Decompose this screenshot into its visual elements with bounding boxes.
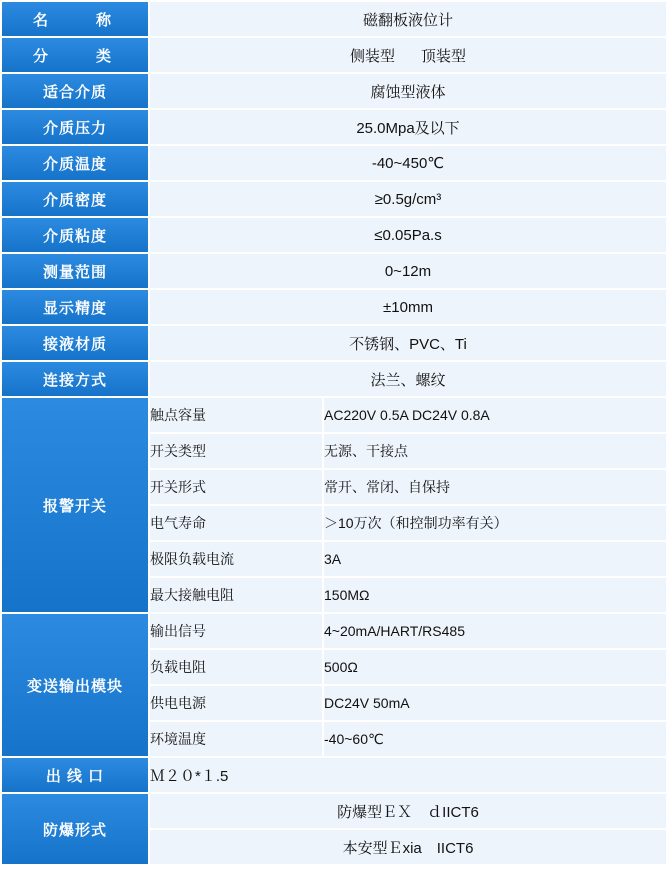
- transmitter-item-name: 供电电源: [150, 686, 322, 720]
- table-row: [2, 614, 666, 648]
- transmitter-item-name: 负载电阻: [150, 650, 322, 684]
- row-value-category: [150, 38, 666, 72]
- row-label-range: 测量范围: [2, 254, 148, 288]
- row-value-medium: 腐蚀型液体: [150, 74, 666, 108]
- table-row: [2, 254, 666, 288]
- row-label-category: 分 类: [2, 38, 148, 72]
- table-row: [2, 74, 666, 108]
- row-label-pressure: 介质压力: [2, 110, 148, 144]
- row-value-temperature: -40~450℃: [150, 146, 666, 180]
- row-label-cable-outlet: 出 线 口: [2, 758, 148, 792]
- row-value-connection: 法兰、螺纹: [150, 362, 666, 396]
- transmitter-item-value: DC24V 50mA: [324, 686, 666, 720]
- table-row: [2, 2, 666, 36]
- row-value-cable-outlet: Ｍ２０*１.5: [150, 758, 666, 792]
- table-row: [2, 362, 666, 396]
- alarm-item-value: AC220V 0.5A DC24V 0.8A: [324, 398, 666, 432]
- table-row: [2, 182, 666, 216]
- group-label-alarm-switch: 报警开关: [2, 398, 148, 612]
- table-row: [2, 794, 666, 828]
- row-value-accuracy: ±10mm: [150, 290, 666, 324]
- table-row: [2, 290, 666, 324]
- category-option-side: 侧装型: [349, 47, 395, 65]
- alarm-item-value: 常开、常闭、自保持: [324, 470, 666, 504]
- row-label-density: 介质密度: [2, 182, 148, 216]
- table-row: [2, 398, 666, 432]
- row-value-range: 0~12m: [150, 254, 666, 288]
- alarm-item-value: 150MΩ: [324, 578, 666, 612]
- alarm-item-name: 极限负载电流: [150, 542, 322, 576]
- row-value-wetted-material: 不锈钢、PVC、Ti: [150, 326, 666, 360]
- row-label-temperature: 介质温度: [2, 146, 148, 180]
- table-row: [2, 218, 666, 252]
- explosion-value-exd: 防爆型ＥＸ ｄIICT6: [150, 794, 666, 828]
- row-value-viscosity: ≤0.05Pa.s: [150, 218, 666, 252]
- row-value-density: ≥0.5g/cm³: [150, 182, 666, 216]
- table-row: [2, 38, 666, 72]
- group-label-explosion-proof: 防爆形式: [2, 794, 148, 864]
- alarm-item-name: 开关类型: [150, 434, 322, 468]
- alarm-item-value: ＞10万次（和控制功率有关）: [324, 506, 666, 540]
- alarm-item-value: 3A: [324, 542, 666, 576]
- explosion-value-exia: 本安型Ｅxia IICT6: [150, 830, 666, 864]
- row-value-pressure: 25.0Mpa及以下: [150, 110, 666, 144]
- group-label-transmitter-module: 变送输出模块: [2, 614, 148, 756]
- row-value-name: 磁翻板液位计: [150, 2, 666, 36]
- transmitter-item-name: 输出信号: [150, 614, 322, 648]
- transmitter-item-value: -40~60℃: [324, 722, 666, 756]
- alarm-item-name: 电气寿命: [150, 506, 322, 540]
- table-row: [2, 146, 666, 180]
- transmitter-item-value: 4~20mA/HART/RS485: [324, 614, 666, 648]
- row-label-viscosity: 介质粘度: [2, 218, 148, 252]
- alarm-item-name: 最大接触电阻: [150, 578, 322, 612]
- alarm-item-value: 无源、干接点: [324, 434, 666, 468]
- table-row: [2, 110, 666, 144]
- row-label-connection: 连接方式: [2, 362, 148, 396]
- transmitter-item-value: 500Ω: [324, 650, 666, 684]
- row-label-medium: 适合介质: [2, 74, 148, 108]
- alarm-item-name: 触点容量: [150, 398, 322, 432]
- alarm-item-name: 开关形式: [150, 470, 322, 504]
- table-row: [2, 758, 666, 792]
- transmitter-item-name: 环境温度: [150, 722, 322, 756]
- row-label-name: 名 称: [2, 2, 148, 36]
- table-row: [2, 326, 666, 360]
- category-option-top: 顶装型: [421, 47, 467, 65]
- row-label-accuracy: 显示精度: [2, 290, 148, 324]
- row-label-wetted-material: 接液材质: [2, 326, 148, 360]
